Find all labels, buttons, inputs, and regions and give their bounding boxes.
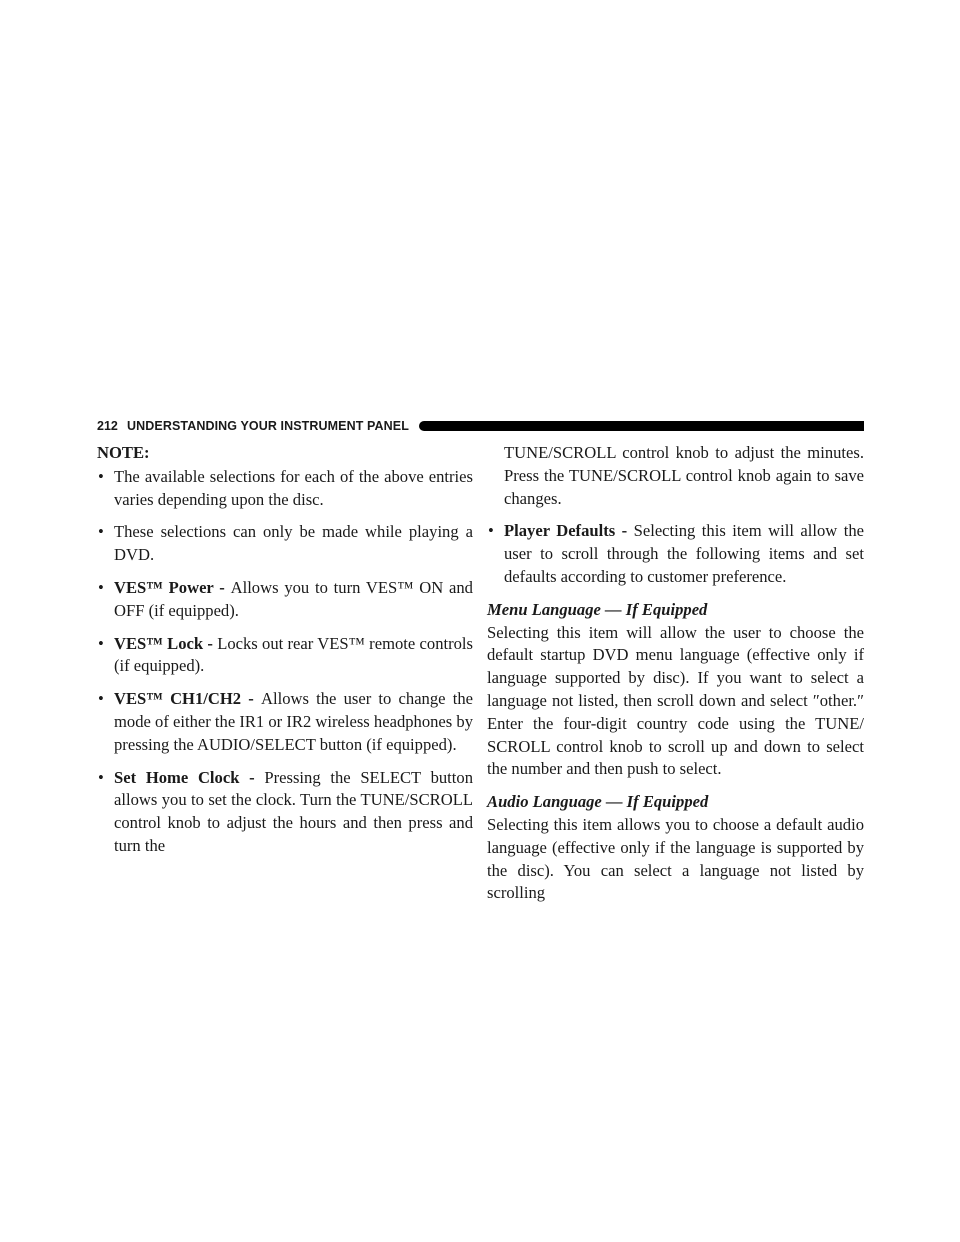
bullet-item: • These selections can only be made while playing a DVD.	[98, 522, 473, 565]
bullet-item-set-home-clock: • Set Home Clock - Pressing the SELECT button allows you to set the clock. Turn the TUNE/SCROLL control knob to adjust the hours and then press and turn the	[98, 767, 473, 855]
section-title: UNDERSTANDING YOUR INSTRUMENT PANEL	[127, 419, 409, 433]
bullet-item: • The available selections for each of the above entries varies depending upon the disc.	[98, 466, 473, 509]
bullet-item-player-defaults: • Player Defaults - Selecting this item will allow the user to scroll through the following items and set defaults according to customer preference.	[488, 521, 864, 586]
right-column	[487, 442, 864, 915]
bullet-item-ves-power: • VES™ Power - Allows you to turn VES™ ON and OFF (if equipped).	[98, 577, 473, 620]
bullet-item-ves-lock: • VES™ Lock - Locks out rear VES™ remote controls (if equipped).	[98, 633, 473, 676]
bullet-icon: •	[98, 577, 104, 597]
bullet-icon: •	[98, 767, 104, 787]
bullet-icon: •	[98, 522, 104, 542]
bullet-icon: •	[98, 466, 104, 486]
bullet-continuation: TUNE/SCROLL control knob to adjust the minutes. Press the TUNE/SCROLL control knob again to save changes.	[504, 443, 864, 508]
audio-language-heading: Audio Language — If Equipped	[487, 792, 709, 812]
menu-language-body: Selecting this item will allow the user to choose the default startup DVD menu language (effective only if language supported by disc). If you want to select a language not listed, then scroll down and select ″other.″ Enter the four-digit country code using the TUNE/ SCROLL control knob to scroll up and down to select the number and then push to select.	[487, 622, 864, 779]
bullet-icon: •	[98, 689, 104, 709]
menu-language-heading: Menu Language — If Equipped	[487, 599, 708, 619]
note-label: NOTE:	[97, 443, 150, 462]
left-column	[97, 442, 473, 868]
bullet-item-ves-channel: • VES™ CH1/CH2 - Allows the user to change the mode of either the IR1 or IR2 wireless headphones by pressing the AUDIO/SELECT button (if equipped).	[98, 689, 473, 754]
page-header	[97, 418, 864, 438]
header-rule-bar	[419, 421, 864, 431]
bullet-icon: •	[488, 521, 494, 541]
bullet-icon: •	[98, 633, 104, 653]
page-number: 212	[97, 419, 118, 433]
audio-language-body: Selecting this item allows you to choose a default audio language (effective only if the language is supported by the disc). You can select a language not listed by scrolling	[487, 814, 864, 903]
